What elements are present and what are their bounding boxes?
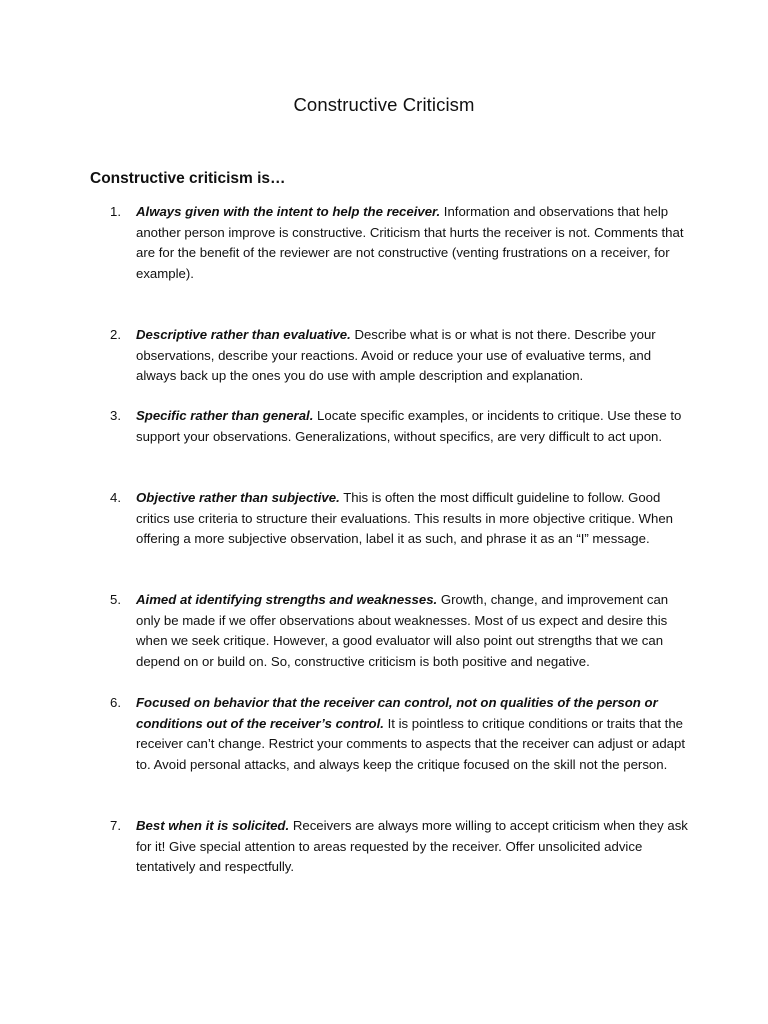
item-body: Growth, change, and improvement can only be made if we offer observations about weaknesses. Most of us expect and desire this when we seek critique. However, a good evaluator will also point out strengths that we can depend on or build on. So, constructive criticism is both positive and negative. bbox=[136, 592, 669, 669]
item-lead: Focused on behavior that the receiver can control, not on qualities of the person or conditions out of the receiver’s control. bbox=[136, 695, 658, 731]
item-text bbox=[136, 325, 690, 387]
item-body: This is often the most difficult guideline to follow. Good critics use criteria to structure their evaluations. This results in more objective critique. When offering a more subjective observation, label it as such, and phrase it as an “I” message. bbox=[136, 490, 673, 546]
item-number: 5. bbox=[110, 592, 121, 607]
item-lead: Aimed at identifying strengths and weaknesses. bbox=[136, 592, 438, 607]
item-number: 7. bbox=[110, 818, 121, 833]
item-text bbox=[136, 488, 690, 550]
item-body: It is pointless to critique conditions or traits that the receiver can’t change. Restrict your comments to aspects that the receiver can adjust or adapt to. Avoid personal attacks, and always keep the critique focused on the skill not the person. bbox=[136, 715, 686, 772]
item-text bbox=[136, 406, 690, 447]
list-item bbox=[110, 693, 690, 775]
item-number: 3. bbox=[110, 408, 121, 423]
list-item bbox=[110, 202, 690, 284]
list-item bbox=[110, 488, 690, 550]
item-text bbox=[136, 693, 690, 775]
list-item bbox=[110, 816, 690, 878]
item-lead: Best when it is solicited. bbox=[136, 818, 290, 833]
item-text bbox=[136, 202, 690, 284]
item-lead: Objective rather than subjective. bbox=[136, 490, 340, 505]
item-lead: Always given with the intent to help the receiver. bbox=[136, 204, 441, 219]
item-lead: Descriptive rather than evaluative. bbox=[136, 327, 351, 342]
item-number: 1. bbox=[110, 204, 121, 219]
list-item bbox=[110, 406, 690, 447]
item-lead: Specific rather than general. bbox=[136, 408, 314, 423]
item-text bbox=[136, 590, 690, 672]
item-number: 6. bbox=[110, 695, 121, 710]
item-number: 4. bbox=[110, 490, 121, 505]
item-body: Describe what is or what is not there. Describe your observations, describe your reactions. Avoid or reduce your use of evaluative terms, and always back up the ones you do use with ample description and explanation. bbox=[136, 327, 656, 383]
item-body: Information and observations that help another person improve is constructive. Criticism that hurts the receiver is not. Comments that are for the benefit of the reviewer are not constructive (venting frustrations on a receiver, for example). bbox=[136, 204, 684, 281]
page-title: Constructive Criticism bbox=[293, 94, 475, 115]
item-body: Locate specific examples, or incidents to critique. Use these to support your observations. Generalizations, without specifics, are very difficult to act upon. bbox=[136, 408, 682, 444]
list-item bbox=[110, 590, 690, 672]
section-heading: Constructive criticism is… bbox=[90, 170, 286, 187]
item-body: Receivers are always more willing to accept criticism when they ask for it! Give special attention to areas requested by the receiver. Offer unsolicited advice tentatively and respectfully. bbox=[136, 818, 688, 874]
item-number: 2. bbox=[110, 327, 121, 342]
item-text bbox=[136, 816, 690, 878]
list-item bbox=[110, 325, 690, 387]
